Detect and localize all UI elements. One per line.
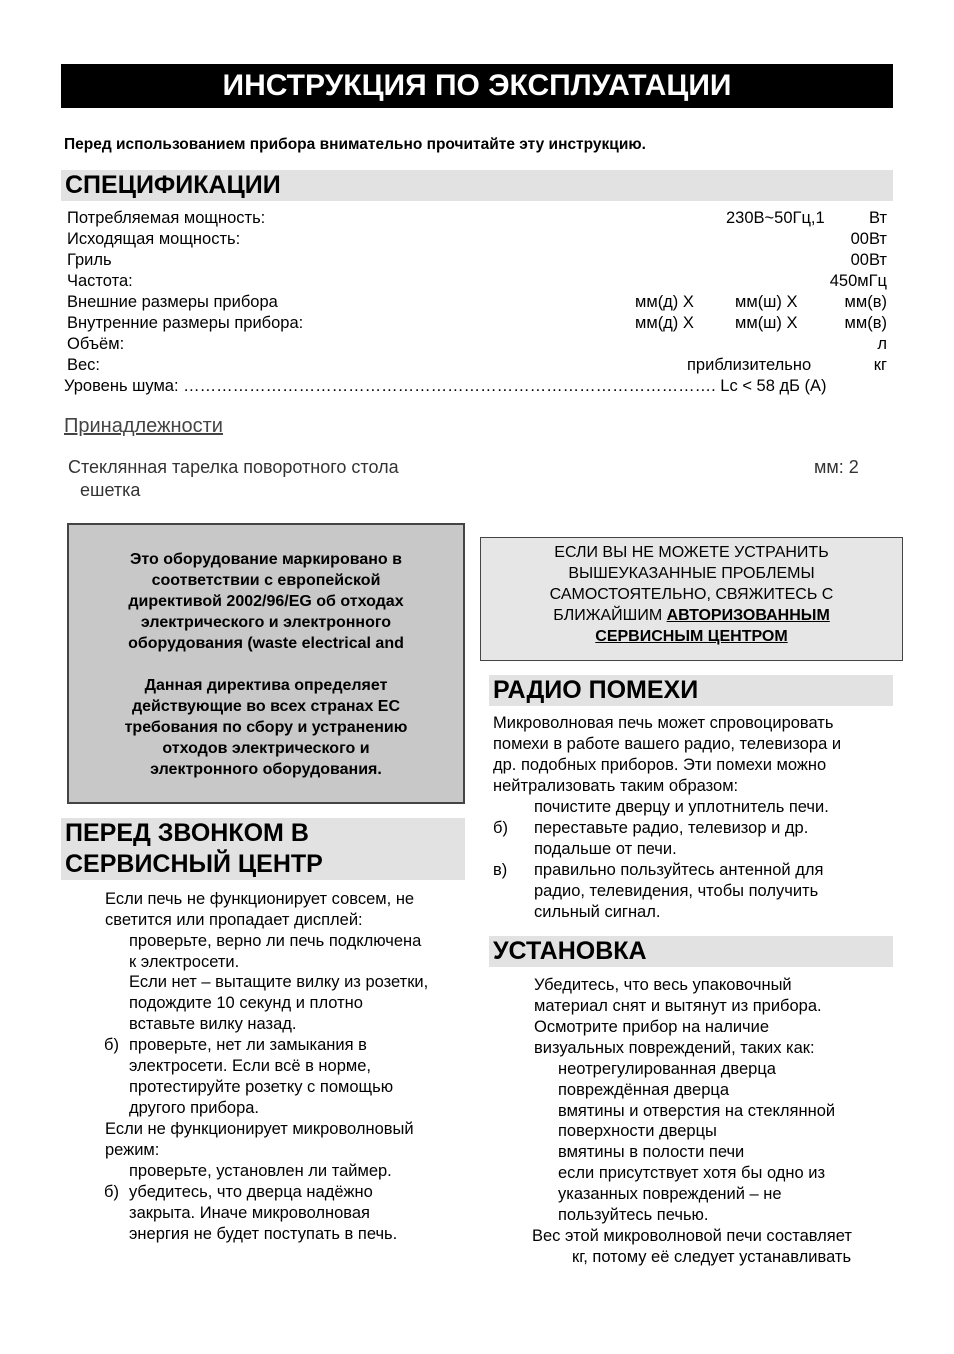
install-line: материал снят и вытянут из прибора. <box>534 997 822 1015</box>
weee-line: действующие во всех странах ЕС <box>131 698 401 715</box>
accessory-value: мм: 2 <box>814 457 859 477</box>
before-call-line: к электросети. <box>129 953 240 971</box>
service-notice-box <box>480 537 903 661</box>
spec-row-inner-size <box>67 313 887 334</box>
accessories-heading: Принадлежности <box>64 415 223 437</box>
spec-label: Гриль <box>67 251 112 269</box>
install-line: Осмотрите прибор на наличие <box>534 1018 770 1036</box>
list-marker: б) <box>493 819 508 837</box>
before-call-line: проверьте, установлен ли таймер. <box>129 1162 392 1180</box>
spec-dim-h: мм(в) <box>844 293 887 311</box>
radio-line: правильно пользуйтесь антенной для <box>534 861 824 879</box>
accessory-item: Стеклянная тарелка поворотного стола <box>68 457 399 477</box>
weee-line: отходов электрического и <box>162 740 370 757</box>
before-call-line: закрыта. Иначе микроволновая <box>129 1204 370 1222</box>
weee-notice-box <box>67 523 465 804</box>
install-line: неотрегулированная дверца <box>558 1060 776 1078</box>
service-line <box>481 605 902 626</box>
list-marker: б) <box>104 1183 119 1201</box>
spec-dim-h: мм(в) <box>844 314 887 332</box>
before-call-line: проверьте, верно ли печь подключена <box>129 932 422 950</box>
before-call-heading-line: ПЕРЕД ЗВОНКОМ В <box>65 819 309 847</box>
radio-line: подальше от печи. <box>534 840 677 858</box>
spec-label: Потребляемая мощность: <box>67 209 266 227</box>
spec-label: Исходящая мощность: <box>67 230 241 248</box>
install-heading: УСТАНОВКА <box>489 936 893 967</box>
specs-heading: СПЕЦИФИКАЦИИ <box>61 170 893 201</box>
install-line: вмятины и отверстия на стеклянной <box>558 1102 836 1120</box>
spec-noise: Уровень шума: ……………………………………………………………………………………. Lc < 58 дБ (А) <box>64 377 827 395</box>
spec-row-power <box>67 208 887 229</box>
before-call-line: режим: <box>105 1141 160 1159</box>
spec-dim-d: мм(д) X <box>635 293 694 311</box>
before-call-line: убедитесь, что дверца надёжно <box>129 1183 373 1201</box>
spec-row-grill <box>67 250 887 271</box>
service-emphasis: СЕРВИСНЫМ ЦЕНТРОМ <box>595 628 788 645</box>
spec-label: Частота: <box>67 272 133 290</box>
list-marker: б) <box>104 1036 119 1054</box>
spec-value: приблизительно <box>687 356 812 374</box>
before-call-line: проверьте, нет ли замыкания в <box>129 1036 367 1054</box>
before-call-line: электросети. Если всё в норме, <box>129 1057 372 1075</box>
before-call-line: энергия не будет поступать в печь. <box>129 1225 398 1243</box>
before-call-line: Если нет – вытащите вилку из розетки, <box>129 973 429 991</box>
spec-dim-w: мм(ш) X <box>735 314 798 332</box>
service-line: САМОСТОЯТЕЛЬНО, СВЯЖИТЕСЬ С <box>549 586 834 603</box>
radio-line: почистите дверцу и уплотнитель печи. <box>534 798 829 816</box>
list-marker: в) <box>493 861 508 879</box>
before-call-line: подождите 10 секунд и плотно <box>129 994 363 1012</box>
spec-label: Внешние размеры прибора <box>67 293 278 311</box>
radio-line: Микроволновая печь может спровоцировать <box>493 714 834 732</box>
spec-row-frequency <box>67 271 887 292</box>
radio-line: сильный сигнал. <box>534 903 661 921</box>
spec-label: Вес: <box>67 356 101 374</box>
install-line: пользуйтесь печью. <box>558 1206 709 1224</box>
install-line: указанных повреждений – не <box>558 1185 782 1203</box>
service-line-prefix: БЛИЖАЙШИМ <box>553 607 667 624</box>
weee-line: Данная директива определяет <box>144 677 388 694</box>
weee-line: соответствии с европейской <box>151 572 381 589</box>
install-line: кг, потому её следует устанавливать <box>572 1248 852 1266</box>
spec-dim-d: мм(д) X <box>635 314 694 332</box>
spec-label: Внутренние размеры прибора: <box>67 314 304 332</box>
install-line: визуальных повреждений, таких как: <box>534 1039 815 1057</box>
spec-row-outer-size <box>67 292 887 313</box>
spec-value: 230В~50Гц,1 <box>726 209 825 227</box>
service-line: ЕСЛИ ВЫ НЕ МОЖЕТЕ УСТРАНИТЬ <box>554 544 829 561</box>
service-emphasis: АВТОРИЗОВАННЫМ <box>666 607 830 624</box>
spec-dim-w: мм(ш) X <box>735 293 798 311</box>
weee-line: электрического и электронного <box>140 614 392 631</box>
spec-row-volume <box>67 334 887 355</box>
weee-line: Это оборудование маркировано в <box>130 551 402 568</box>
intro-text: Перед использованием прибора внимательно прочитайте эту инструкцию. <box>64 136 646 153</box>
install-line: поверхности дверцы <box>558 1122 717 1140</box>
before-call-heading <box>61 818 465 880</box>
weee-line: директивой 2002/96/EG об отходах <box>128 593 404 610</box>
install-line: если присутствует хотя бы одно из <box>558 1164 826 1182</box>
spec-value: л <box>877 335 887 353</box>
accessory-item: ешетка <box>80 480 141 500</box>
radio-line: радио, телевидения, чтобы получить <box>534 882 819 900</box>
weee-line: оборудования (waste electrical and <box>128 635 404 652</box>
weee-line: требования по сбору и устранению <box>124 719 408 736</box>
radio-line: др. подобных приборов. Эти помехи можно <box>493 756 827 774</box>
before-call-line: Если печь не функционирует совсем, не <box>105 890 415 908</box>
weee-line: электронного оборудования. <box>150 761 382 778</box>
radio-line: переставьте радио, телевизор и др. <box>534 819 809 837</box>
spec-unit: Вт <box>868 209 887 227</box>
radio-line: помехи в работе вашего радио, телевизора и <box>493 735 842 753</box>
spec-value: 450мГц <box>829 272 887 290</box>
before-call-line: протестируйте розетку с помощью <box>129 1078 394 1096</box>
install-line: Убедитесь, что весь упаковочный <box>534 976 792 994</box>
spec-row-weight <box>67 355 887 376</box>
before-call-heading-line: СЕРВИСНЫЙ ЦЕНТР <box>65 850 323 878</box>
radio-heading: РАДИО ПОМЕХИ <box>489 675 893 706</box>
before-call-line: вставьте вилку назад. <box>129 1015 297 1033</box>
service-line: ВЫШЕУКАЗАННЫЕ ПРОБЛЕМЫ <box>568 565 815 582</box>
before-call-line: светится или пропадает дисплей: <box>105 911 363 929</box>
spec-unit: кг <box>873 356 887 374</box>
install-line: Вес этой микроволновой печи составляет <box>532 1227 852 1245</box>
spec-value: 00Вт <box>850 230 887 248</box>
before-call-line: Если не функционирует микроволновый <box>105 1120 414 1138</box>
install-line: вмятины в полости печи <box>558 1143 745 1161</box>
spec-value: 00Вт <box>850 251 887 269</box>
spec-row-output <box>67 229 887 250</box>
before-call-line: другого прибора. <box>129 1099 260 1117</box>
page-title: ИНСТРУКЦИЯ ПО ЭКСПЛУАТАЦИИ <box>61 64 893 108</box>
radio-line: нейтрализовать таким образом: <box>493 777 739 795</box>
install-line: повреждённая дверца <box>558 1081 729 1099</box>
spec-label: Объём: <box>67 335 125 353</box>
